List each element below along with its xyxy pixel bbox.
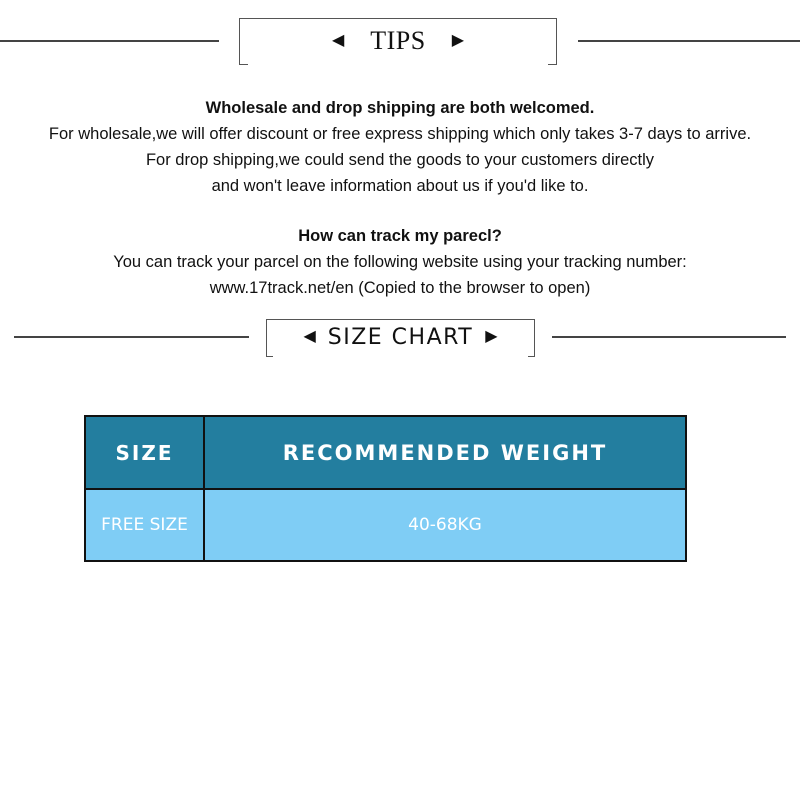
table-header-row [85, 416, 686, 489]
right-arrow-icon: ▶ [485, 328, 498, 345]
tips-right-rule [578, 40, 800, 42]
cell-weight: 40-68KG [204, 489, 686, 561]
cell-size: FREE SIZE [85, 489, 204, 561]
tips-line-url: www.17track.net/en (Copied to the browser to open) [209, 279, 591, 297]
tips-line: For drop shipping,we could send the goods to your customers directly [145, 151, 655, 169]
tips-left-rule [0, 40, 219, 42]
header-recommended-weight: RECOMMENDED WEIGHT [204, 416, 686, 489]
right-arrow-icon: ▶ [451, 31, 465, 49]
left-arrow-icon: ◀ [303, 328, 316, 345]
tips-title: TIPS [370, 25, 426, 55]
size-left-rule [14, 336, 249, 338]
tips-title-box [239, 18, 557, 63]
size-table [84, 415, 687, 562]
tips-line: and won't leave information about us if you'd like to. [211, 177, 589, 195]
tips-line-heading: How can track my parecl? [298, 227, 502, 245]
tips-line: For wholesale,we will offer discount or free express shipping which only takes 3-7 days to arrive. [48, 125, 752, 143]
left-arrow-icon: ◀ [331, 31, 345, 49]
table-row [85, 489, 686, 561]
size-right-rule [552, 336, 786, 338]
size-chart-title-box [266, 319, 535, 355]
size-chart-title: SIZE CHART [327, 324, 474, 350]
tips-text [0, 95, 800, 301]
tips-line-heading: Wholesale and drop shipping are both welcomed. [205, 99, 595, 117]
tips-line: You can track your parcel on the following website using your tracking number: [113, 253, 687, 271]
header-size: SIZE [85, 416, 204, 489]
